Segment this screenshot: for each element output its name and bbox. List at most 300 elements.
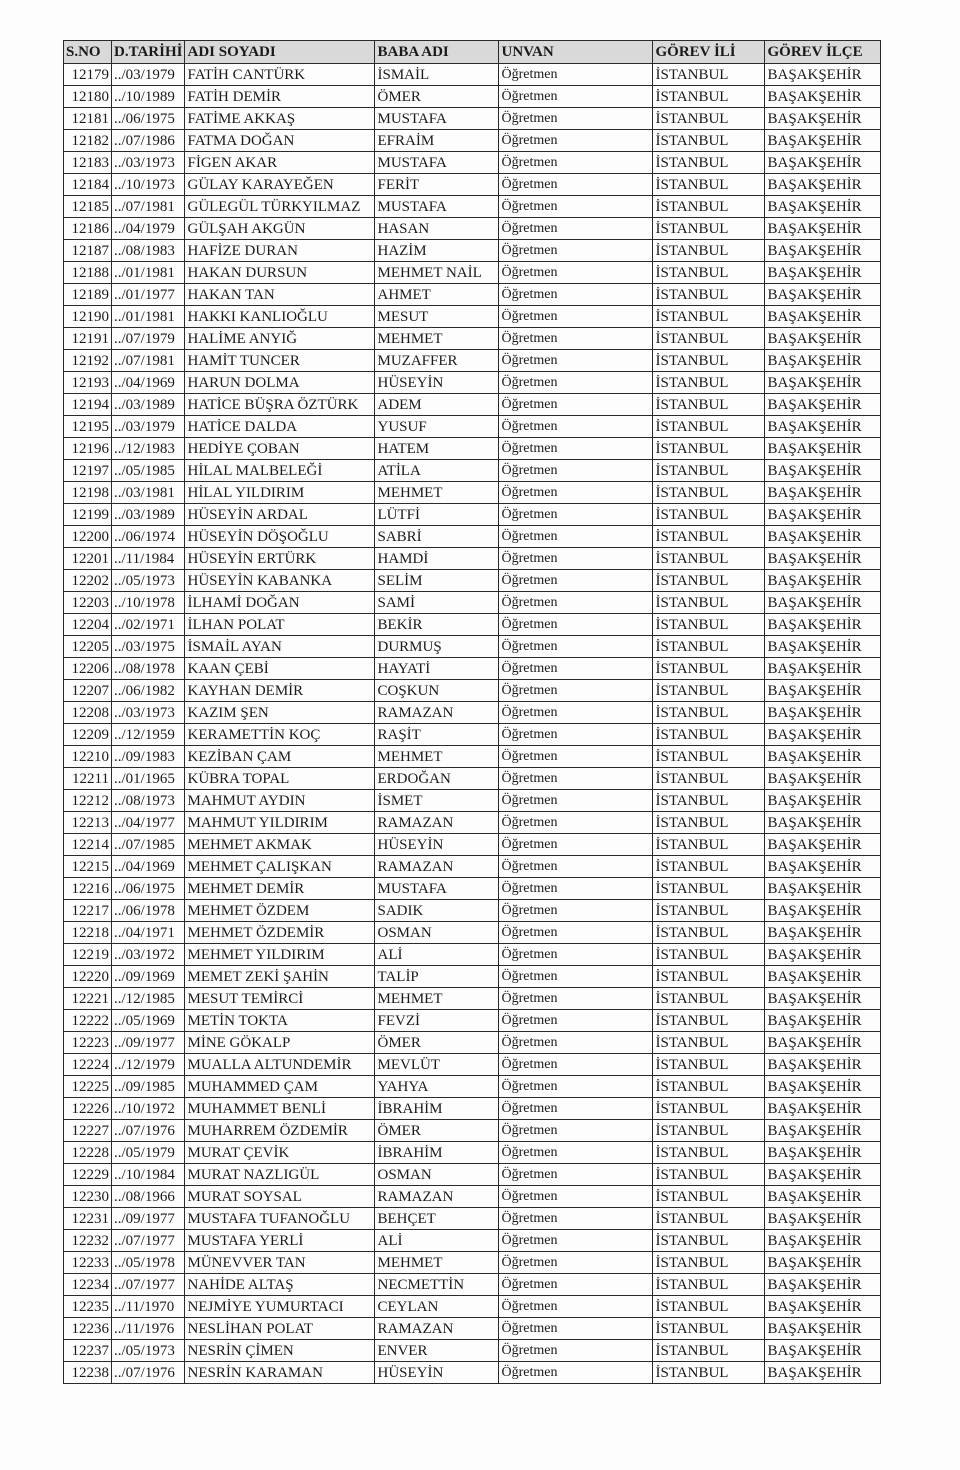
cell-birth-date: ../07/1977 (112, 1274, 185, 1296)
cell-duty-district: BAŞAKŞEHİR (765, 152, 881, 174)
cell-sno: 12199 (64, 504, 112, 526)
cell-duty-district: BAŞAKŞEHİR (765, 812, 881, 834)
cell-father-name: CEYLAN (375, 1296, 499, 1318)
table-row (64, 746, 881, 768)
table-row (64, 350, 881, 372)
cell-father-name: İSMET (375, 790, 499, 812)
cell-duty-district: BAŞAKŞEHİR (765, 592, 881, 614)
table-header (64, 41, 881, 64)
cell-duty-province: İSTANBUL (653, 372, 765, 394)
cell-sno: 12217 (64, 900, 112, 922)
cell-title: Öğretmen (499, 1142, 653, 1164)
cell-father-name: HAZİM (375, 240, 499, 262)
cell-duty-district: BAŞAKŞEHİR (765, 746, 881, 768)
table-row (64, 108, 881, 130)
cell-duty-province: İSTANBUL (653, 1252, 765, 1274)
cell-birth-date: ../12/1985 (112, 988, 185, 1010)
cell-duty-district: BAŞAKŞEHİR (765, 702, 881, 724)
cell-birth-date: ../07/1976 (112, 1120, 185, 1142)
cell-birth-date: ../07/1981 (112, 196, 185, 218)
cell-birth-date: ../07/1979 (112, 328, 185, 350)
cell-title: Öğretmen (499, 438, 653, 460)
cell-father-name: SAMİ (375, 592, 499, 614)
cell-father-name: MEHMET (375, 1252, 499, 1274)
cell-father-name: İSMAİL (375, 64, 499, 86)
cell-title: Öğretmen (499, 416, 653, 438)
cell-birth-date: ../10/1972 (112, 1098, 185, 1120)
cell-full-name: MUHARREM ÖZDEMİR (185, 1120, 375, 1142)
cell-sno: 12226 (64, 1098, 112, 1120)
table-row (64, 86, 881, 108)
cell-title: Öğretmen (499, 328, 653, 350)
cell-full-name: HÜSEYİN ERTÜRK (185, 548, 375, 570)
cell-duty-province: İSTANBUL (653, 922, 765, 944)
cell-father-name: ÖMER (375, 1032, 499, 1054)
cell-birth-date: ../03/1973 (112, 702, 185, 724)
table-row (64, 306, 881, 328)
cell-full-name: MURAT SOYSAL (185, 1186, 375, 1208)
cell-sno: 12216 (64, 878, 112, 900)
cell-full-name: MUHAMMET BENLİ (185, 1098, 375, 1120)
cell-sno: 12214 (64, 834, 112, 856)
cell-full-name: HAKAN TAN (185, 284, 375, 306)
cell-title: Öğretmen (499, 812, 653, 834)
cell-full-name: METİN TOKTA (185, 1010, 375, 1032)
cell-full-name: NAHİDE ALTAŞ (185, 1274, 375, 1296)
cell-father-name: MEHMET NAİL (375, 262, 499, 284)
cell-father-name: MUSTAFA (375, 152, 499, 174)
table-row (64, 130, 881, 152)
cell-duty-district: BAŞAKŞEHİR (765, 1208, 881, 1230)
cell-sno: 12187 (64, 240, 112, 262)
cell-title: Öğretmen (499, 1120, 653, 1142)
cell-birth-date: ../03/1989 (112, 504, 185, 526)
table-row (64, 284, 881, 306)
cell-duty-district: BAŞAKŞEHİR (765, 438, 881, 460)
table-row (64, 416, 881, 438)
cell-father-name: LÜTFİ (375, 504, 499, 526)
cell-birth-date: ../12/1959 (112, 724, 185, 746)
cell-title: Öğretmen (499, 548, 653, 570)
cell-sno: 12197 (64, 460, 112, 482)
cell-duty-province: İSTANBUL (653, 548, 765, 570)
cell-sno: 12219 (64, 944, 112, 966)
cell-full-name: MEHMET DEMİR (185, 878, 375, 900)
cell-full-name: HEDİYE ÇOBAN (185, 438, 375, 460)
cell-duty-province: İSTANBUL (653, 1208, 765, 1230)
cell-duty-district: BAŞAKŞEHİR (765, 504, 881, 526)
cell-title: Öğretmen (499, 482, 653, 504)
header-duty-district: GÖREV İLÇE (765, 41, 881, 64)
cell-duty-province: İSTANBUL (653, 856, 765, 878)
table-row (64, 1208, 881, 1230)
cell-sno: 12196 (64, 438, 112, 460)
cell-father-name: ATİLA (375, 460, 499, 482)
cell-sno: 12184 (64, 174, 112, 196)
cell-duty-district: BAŞAKŞEHİR (765, 174, 881, 196)
cell-duty-district: BAŞAKŞEHİR (765, 372, 881, 394)
cell-title: Öğretmen (499, 724, 653, 746)
cell-full-name: HİLAL MALBELEĞİ (185, 460, 375, 482)
cell-title: Öğretmen (499, 196, 653, 218)
cell-full-name: İSMAİL AYAN (185, 636, 375, 658)
cell-duty-province: İSTANBUL (653, 350, 765, 372)
cell-sno: 12207 (64, 680, 112, 702)
cell-birth-date: ../12/1983 (112, 438, 185, 460)
cell-birth-date: ../11/1976 (112, 1318, 185, 1340)
cell-duty-province: İSTANBUL (653, 1296, 765, 1318)
cell-father-name: HÜSEYİN (375, 1362, 499, 1384)
cell-full-name: HATİCE BÜŞRA ÖZTÜRK (185, 394, 375, 416)
cell-birth-date: ../08/1983 (112, 240, 185, 262)
cell-duty-province: İSTANBUL (653, 812, 765, 834)
cell-duty-district: BAŞAKŞEHİR (765, 1318, 881, 1340)
cell-title: Öğretmen (499, 526, 653, 548)
cell-title: Öğretmen (499, 262, 653, 284)
cell-sno: 12220 (64, 966, 112, 988)
table-row (64, 812, 881, 834)
cell-sno: 12225 (64, 1076, 112, 1098)
cell-father-name: HÜSEYİN (375, 834, 499, 856)
cell-birth-date: ../07/1985 (112, 834, 185, 856)
cell-title: Öğretmen (499, 64, 653, 86)
cell-full-name: HÜSEYİN ARDAL (185, 504, 375, 526)
cell-full-name: FATMA DOĞAN (185, 130, 375, 152)
cell-duty-district: BAŞAKŞEHİR (765, 394, 881, 416)
cell-full-name: HALİME ANYIĞ (185, 328, 375, 350)
cell-father-name: OSMAN (375, 1164, 499, 1186)
cell-full-name: MÜNEVVER TAN (185, 1252, 375, 1274)
cell-title: Öğretmen (499, 680, 653, 702)
cell-father-name: MUSTAFA (375, 196, 499, 218)
cell-sno: 12191 (64, 328, 112, 350)
header-title: UNVAN (499, 41, 653, 64)
table-row (64, 1362, 881, 1384)
cell-sno: 12235 (64, 1296, 112, 1318)
cell-father-name: NECMETTİN (375, 1274, 499, 1296)
cell-full-name: KAYHAN DEMİR (185, 680, 375, 702)
table-row (64, 724, 881, 746)
table-row (64, 900, 881, 922)
cell-title: Öğretmen (499, 152, 653, 174)
cell-full-name: KEZİBAN ÇAM (185, 746, 375, 768)
table-row (64, 856, 881, 878)
cell-sno: 12203 (64, 592, 112, 614)
cell-birth-date: ../03/1979 (112, 416, 185, 438)
cell-sno: 12195 (64, 416, 112, 438)
cell-title: Öğretmen (499, 1252, 653, 1274)
cell-duty-province: İSTANBUL (653, 482, 765, 504)
table-row (64, 504, 881, 526)
cell-full-name: MUHAMMED ÇAM (185, 1076, 375, 1098)
cell-sno: 12204 (64, 614, 112, 636)
cell-father-name: HASAN (375, 218, 499, 240)
cell-full-name: NESRİN KARAMAN (185, 1362, 375, 1384)
cell-title: Öğretmen (499, 306, 653, 328)
cell-sno: 12180 (64, 86, 112, 108)
cell-father-name: HAYATİ (375, 658, 499, 680)
table-row (64, 988, 881, 1010)
cell-full-name: KERAMETTİN KOÇ (185, 724, 375, 746)
cell-full-name: HATİCE DALDA (185, 416, 375, 438)
cell-full-name: FATİH DEMİR (185, 86, 375, 108)
cell-duty-province: İSTANBUL (653, 394, 765, 416)
cell-title: Öğretmen (499, 702, 653, 724)
cell-birth-date: ../12/1979 (112, 1054, 185, 1076)
cell-father-name: İBRAHİM (375, 1142, 499, 1164)
cell-sno: 12236 (64, 1318, 112, 1340)
cell-father-name: COŞKUN (375, 680, 499, 702)
cell-father-name: RAMAZAN (375, 1186, 499, 1208)
cell-duty-province: İSTANBUL (653, 1120, 765, 1142)
table-row (64, 944, 881, 966)
cell-birth-date: ../04/1969 (112, 372, 185, 394)
table-row (64, 768, 881, 790)
table-row (64, 834, 881, 856)
cell-sno: 12227 (64, 1120, 112, 1142)
cell-full-name: HÜSEYİN KABANKA (185, 570, 375, 592)
cell-sno: 12230 (64, 1186, 112, 1208)
cell-birth-date: ../04/1971 (112, 922, 185, 944)
cell-title: Öğretmen (499, 504, 653, 526)
table-row (64, 174, 881, 196)
cell-duty-district: BAŞAKŞEHİR (765, 1076, 881, 1098)
cell-duty-province: İSTANBUL (653, 526, 765, 548)
cell-duty-province: İSTANBUL (653, 658, 765, 680)
cell-father-name: AHMET (375, 284, 499, 306)
cell-title: Öğretmen (499, 988, 653, 1010)
cell-father-name: HAMDİ (375, 548, 499, 570)
cell-full-name: HÜSEYİN DÖŞOĞLU (185, 526, 375, 548)
cell-duty-province: İSTANBUL (653, 746, 765, 768)
cell-duty-province: İSTANBUL (653, 614, 765, 636)
cell-duty-district: BAŞAKŞEHİR (765, 1164, 881, 1186)
cell-father-name: MEHMET (375, 746, 499, 768)
cell-duty-district: BAŞAKŞEHİR (765, 1362, 881, 1384)
cell-duty-district: BAŞAKŞEHİR (765, 1274, 881, 1296)
cell-duty-district: BAŞAKŞEHİR (765, 966, 881, 988)
cell-father-name: EFRAİM (375, 130, 499, 152)
cell-title: Öğretmen (499, 1010, 653, 1032)
cell-sno: 12188 (64, 262, 112, 284)
cell-title: Öğretmen (499, 1362, 653, 1384)
cell-duty-district: BAŞAKŞEHİR (765, 262, 881, 284)
cell-duty-province: İSTANBUL (653, 1230, 765, 1252)
cell-duty-district: BAŞAKŞEHİR (765, 988, 881, 1010)
table-row (64, 1252, 881, 1274)
cell-father-name: FERİT (375, 174, 499, 196)
cell-title: Öğretmen (499, 570, 653, 592)
cell-duty-province: İSTANBUL (653, 1164, 765, 1186)
cell-birth-date: ../09/1983 (112, 746, 185, 768)
cell-title: Öğretmen (499, 86, 653, 108)
table-row (64, 482, 881, 504)
cell-sno: 12211 (64, 768, 112, 790)
cell-father-name: YAHYA (375, 1076, 499, 1098)
cell-title: Öğretmen (499, 922, 653, 944)
cell-full-name: GÜLEGÜL TÜRKYILMAZ (185, 196, 375, 218)
cell-duty-district: BAŞAKŞEHİR (765, 416, 881, 438)
cell-duty-district: BAŞAKŞEHİR (765, 614, 881, 636)
cell-sno: 12193 (64, 372, 112, 394)
cell-father-name: ERDOĞAN (375, 768, 499, 790)
cell-sno: 12237 (64, 1340, 112, 1362)
cell-duty-district: BAŞAKŞEHİR (765, 834, 881, 856)
cell-duty-district: BAŞAKŞEHİR (765, 790, 881, 812)
table-row (64, 922, 881, 944)
cell-duty-province: İSTANBUL (653, 724, 765, 746)
cell-full-name: FİGEN AKAR (185, 152, 375, 174)
cell-sno: 12228 (64, 1142, 112, 1164)
cell-father-name: HATEM (375, 438, 499, 460)
cell-sno: 12182 (64, 130, 112, 152)
cell-father-name: YUSUF (375, 416, 499, 438)
cell-full-name: HAKKI KANLIOĞLU (185, 306, 375, 328)
cell-full-name: MEHMET ÖZDEMİR (185, 922, 375, 944)
cell-birth-date: ../11/1970 (112, 1296, 185, 1318)
cell-birth-date: ../02/1971 (112, 614, 185, 636)
cell-father-name: ALİ (375, 944, 499, 966)
cell-birth-date: ../06/1978 (112, 900, 185, 922)
cell-duty-province: İSTANBUL (653, 504, 765, 526)
header-father-name: BABA ADI (375, 41, 499, 64)
cell-title: Öğretmen (499, 658, 653, 680)
cell-father-name: ENVER (375, 1340, 499, 1362)
cell-father-name: ADEM (375, 394, 499, 416)
cell-birth-date: ../03/1989 (112, 394, 185, 416)
cell-birth-date: ../09/1977 (112, 1208, 185, 1230)
cell-full-name: MEHMET ÖZDEM (185, 900, 375, 922)
cell-father-name: HÜSEYİN (375, 372, 499, 394)
cell-father-name: BEKİR (375, 614, 499, 636)
cell-sno: 12205 (64, 636, 112, 658)
cell-title: Öğretmen (499, 1098, 653, 1120)
cell-father-name: TALİP (375, 966, 499, 988)
cell-title: Öğretmen (499, 746, 653, 768)
cell-full-name: MEHMET ÇALIŞKAN (185, 856, 375, 878)
cell-birth-date: ../07/1986 (112, 130, 185, 152)
cell-birth-date: ../03/1975 (112, 636, 185, 658)
cell-birth-date: ../08/1978 (112, 658, 185, 680)
cell-title: Öğretmen (499, 174, 653, 196)
cell-birth-date: ../08/1966 (112, 1186, 185, 1208)
cell-sno: 12232 (64, 1230, 112, 1252)
cell-duty-district: BAŞAKŞEHİR (765, 526, 881, 548)
cell-sno: 12212 (64, 790, 112, 812)
table-row (64, 1340, 881, 1362)
cell-full-name: KAAN ÇEBİ (185, 658, 375, 680)
cell-title: Öğretmen (499, 790, 653, 812)
cell-full-name: MAHMUT AYDIN (185, 790, 375, 812)
cell-sno: 12189 (64, 284, 112, 306)
cell-full-name: MAHMUT YILDIRIM (185, 812, 375, 834)
cell-birth-date: ../01/1981 (112, 306, 185, 328)
cell-birth-date: ../07/1977 (112, 1230, 185, 1252)
cell-father-name: FEVZİ (375, 1010, 499, 1032)
cell-duty-district: BAŞAKŞEHİR (765, 1120, 881, 1142)
cell-title: Öğretmen (499, 636, 653, 658)
cell-duty-province: İSTANBUL (653, 1032, 765, 1054)
cell-father-name: RAMAZAN (375, 856, 499, 878)
cell-father-name: MEHMET (375, 482, 499, 504)
cell-birth-date: ../04/1979 (112, 218, 185, 240)
cell-duty-district: BAŞAKŞEHİR (765, 768, 881, 790)
cell-duty-province: İSTANBUL (653, 328, 765, 350)
cell-title: Öğretmen (499, 218, 653, 240)
cell-birth-date: ../10/1984 (112, 1164, 185, 1186)
cell-title: Öğretmen (499, 108, 653, 130)
cell-full-name: FATİH CANTÜRK (185, 64, 375, 86)
table-row (64, 394, 881, 416)
cell-duty-province: İSTANBUL (653, 878, 765, 900)
cell-title: Öğretmen (499, 240, 653, 262)
cell-full-name: GÜLŞAH AKGÜN (185, 218, 375, 240)
cell-duty-district: BAŞAKŞEHİR (765, 944, 881, 966)
table-row (64, 460, 881, 482)
cell-birth-date: ../05/1973 (112, 1340, 185, 1362)
cell-sno: 12190 (64, 306, 112, 328)
table-row (64, 372, 881, 394)
cell-duty-district: BAŞAKŞEHİR (765, 1142, 881, 1164)
cell-birth-date: ../08/1973 (112, 790, 185, 812)
cell-full-name: MUSTAFA YERLİ (185, 1230, 375, 1252)
table-row (64, 878, 881, 900)
table-row (64, 152, 881, 174)
cell-birth-date: ../04/1977 (112, 812, 185, 834)
cell-duty-province: İSTANBUL (653, 240, 765, 262)
cell-father-name: SELİM (375, 570, 499, 592)
cell-sno: 12231 (64, 1208, 112, 1230)
cell-title: Öğretmen (499, 284, 653, 306)
cell-father-name: RAMAZAN (375, 812, 499, 834)
cell-full-name: İLHAN POLAT (185, 614, 375, 636)
cell-full-name: HİLAL YILDIRIM (185, 482, 375, 504)
cell-sno: 12186 (64, 218, 112, 240)
table-row (64, 1120, 881, 1142)
cell-duty-province: İSTANBUL (653, 262, 765, 284)
cell-birth-date: ../06/1975 (112, 878, 185, 900)
cell-sno: 12222 (64, 1010, 112, 1032)
table-row (64, 1296, 881, 1318)
cell-title: Öğretmen (499, 1208, 653, 1230)
cell-duty-district: BAŞAKŞEHİR (765, 1098, 881, 1120)
cell-father-name: SADIK (375, 900, 499, 922)
cell-father-name: DURMUŞ (375, 636, 499, 658)
cell-title: Öğretmen (499, 944, 653, 966)
cell-duty-province: İSTANBUL (653, 130, 765, 152)
cell-full-name: MUALLA ALTUNDEMİR (185, 1054, 375, 1076)
cell-duty-district: BAŞAKŞEHİR (765, 482, 881, 504)
cell-duty-province: İSTANBUL (653, 306, 765, 328)
cell-duty-district: BAŞAKŞEHİR (765, 1252, 881, 1274)
table-row (64, 790, 881, 812)
cell-duty-province: İSTANBUL (653, 900, 765, 922)
header-birth-date: D.TARİHİ (112, 41, 185, 64)
cell-father-name: MUSTAFA (375, 878, 499, 900)
table-row (64, 1186, 881, 1208)
cell-father-name: MUSTAFA (375, 108, 499, 130)
cell-duty-district: BAŞAKŞEHİR (765, 218, 881, 240)
cell-birth-date: ../04/1969 (112, 856, 185, 878)
table-row (64, 262, 881, 284)
cell-birth-date: ../06/1974 (112, 526, 185, 548)
cell-duty-province: İSTANBUL (653, 966, 765, 988)
cell-full-name: HAKAN DURSUN (185, 262, 375, 284)
cell-birth-date: ../05/1979 (112, 1142, 185, 1164)
cell-title: Öğretmen (499, 130, 653, 152)
cell-full-name: MESUT TEMİRCİ (185, 988, 375, 1010)
cell-birth-date: ../09/1977 (112, 1032, 185, 1054)
